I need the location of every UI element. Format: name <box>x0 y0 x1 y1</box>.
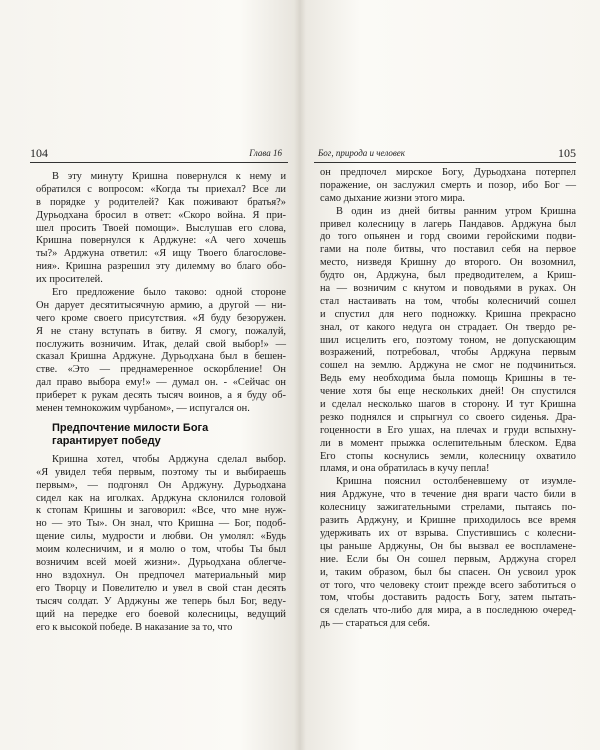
text-line: сказал Кришна Арджуне. Дурьодхана был в бешен- <box>36 351 286 363</box>
text-line: само дыхание жизни этого мира. <box>320 192 465 204</box>
text-line: Кришна пояснил остолбеневшему от изумле- <box>336 476 576 488</box>
text-line: шел просить Твоей помощи». Выслушав его слова, <box>36 222 286 234</box>
text-line: колесницу зажигательными стрелами, пытаясь по- <box>320 502 576 514</box>
text-line: и сделал несколько шагов в сторону. И тут Кришна <box>320 399 576 411</box>
text-line: ли в момент прыжка ослепительным блеском. Едва <box>320 437 576 449</box>
text-line: до того опьянен и горд своими геройскими подви- <box>320 231 576 243</box>
text-line: послужить возничим. Итак, делай свой выбор!» — <box>36 338 286 350</box>
text-line: ние. Если бы Он сошел первым, Арджуна сгорел <box>320 553 576 565</box>
text-line: Я не стану вступать в битву. Я смогу, пожалуй, <box>36 325 286 337</box>
text-line: удерживать их от взрыва. Спустившись с колесни- <box>320 527 576 539</box>
text-line: Ведь ему необходима была помощь Кришны в те- <box>320 373 576 385</box>
text-line: место, низведя Кришну до второго. Он возомнил, <box>320 257 576 269</box>
page-number: 105 <box>558 146 576 160</box>
text-line: резко поднялся и спрыгнул со своего сиденья. Дра- <box>320 411 576 423</box>
text-line: В один из дней битвы ранним утром Кришна <box>336 205 576 217</box>
text-line: к стопам Кришны и заговорил: «Все, что мне нуж- <box>36 505 286 517</box>
text-line: но — это Ты». Он знал, что Кришна — Бог, подоб- <box>36 518 286 530</box>
text-line: сошел на землю. Арджуна не смог не подчиниться. <box>320 360 576 372</box>
text-line: привел колесницу в лагерь Пандавов. Арджуна был <box>320 218 576 230</box>
text-line: он предпочел мирское Богу, Дурьодхана потерпел <box>320 167 576 178</box>
left-page-header <box>30 148 288 163</box>
text-line: стве. «Это — преднамеренное оскорбление! Он <box>36 364 286 376</box>
text-line: менен темнокожим чурбаном», — испугался он. <box>36 403 250 415</box>
text-line: щий на передке его боевой колесницы, ведущий <box>36 608 286 620</box>
text-line: ся сделать что-либо для мира, а в последнюю очеред- <box>320 605 576 617</box>
paragraph <box>36 171 286 287</box>
paragraph <box>320 167 576 206</box>
text-line: Он дарует десятитысячную армию, а другой — ни- <box>36 299 286 311</box>
text-line: сидел как на иголках. Арджуна склонился головой <box>36 492 286 504</box>
text-line: обратился с вопросом: «Когда ты приехал? Все ли <box>36 183 286 195</box>
text-line: на — возничим с кнутом и поводьями в руках. Он <box>320 283 576 295</box>
left-page-text <box>36 171 286 634</box>
text-line: его Творцу и Повелителю и увел в свой стан десять <box>36 582 286 594</box>
heading-line: Предпочтение милости Бога <box>52 421 209 434</box>
text-line: разить Арджуну, и Кришне приходилось все время <box>320 515 576 527</box>
text-line: дь — стараться для себя. <box>320 618 430 630</box>
text-line: Его предложение было таково: одной стороне <box>52 287 286 299</box>
text-line: Кришна хотел, чтобы Арджуна сделал выбор. <box>52 453 286 465</box>
section-heading <box>36 422 286 448</box>
text-line: Его стопы коснулись земли, колесницу охватило <box>320 450 576 462</box>
paragraph <box>36 287 286 416</box>
text-line: их просителей. <box>36 274 103 286</box>
text-line: знал, от какого недуга он страдает. Он твердо ре- <box>320 321 576 333</box>
right-page-text <box>320 167 576 631</box>
text-line: «Я увидел тебя первым, поэтому ты и выбираешь <box>36 466 286 478</box>
text-line: приберет к рукам десять тысяч воинов, а я буду об- <box>36 390 286 402</box>
text-line: шил исцелить его, поэтому тоном, не допускающим <box>320 334 576 346</box>
text-line: возничим всей моей жизни». Дурьодхана облегче- <box>36 557 286 569</box>
text-line: Дурьодхана бросил в ответ: «Скоро война. Я при- <box>36 209 286 221</box>
text-line: Кришна повернулся к Арджуне: «А чего хочешь <box>36 235 286 247</box>
text-line: гами на поле битвы, что поставил себя на первое <box>320 244 576 256</box>
paragraph <box>36 454 286 634</box>
heading-line: гарантирует победу <box>52 434 161 447</box>
text-line: чение хотя бы еще нескольких дней! Он спустился <box>320 386 576 398</box>
text-line: гоценности в Его ушах, на плечах и груди вспыхну- <box>320 424 576 436</box>
paragraph <box>320 476 576 631</box>
running-head: Глава 16 <box>249 148 282 158</box>
text-line: первым», — подгонял Он Арджуну. Дурьодхана <box>36 479 286 491</box>
text-line: от того, что человеку стоит прежде всего заботиться о <box>320 579 576 591</box>
text-line: поражение, он заслужил смерть и позор, ибо Бог — <box>320 179 576 191</box>
running-head: Бог, природа и человек <box>318 148 405 158</box>
text-line: чего кроме своего присутствия. «Я буду безоружен. <box>36 312 286 324</box>
text-line: том, чтобы доставить радость Богу, затем пытать- <box>320 592 576 604</box>
text-line: пламя, и она обратилась в кучу пепла! <box>320 463 490 475</box>
text-line: будто он, Арджуна, был предводителем, а Криш- <box>320 270 576 282</box>
text-line: ты?» Арджуна ответил: «Я ищу Твоего благослове- <box>36 248 286 260</box>
text-line: стал настаивать на том, чтобы колесничий сошел <box>320 295 576 307</box>
page-number: 104 <box>30 146 48 160</box>
right-page-header <box>314 148 576 163</box>
text-line: ния». Кришна разрешил эту дилемму во благо обо- <box>36 261 286 273</box>
text-line: в порядке у родителей? Как поживают братья?» <box>36 196 286 208</box>
text-line: его к высокой победе. В наказание за то, что <box>36 621 233 633</box>
text-line: и спустил для него подножку. Кришна прекрасно <box>320 308 576 320</box>
text-line: тысяч солдат. У Арджуны же теперь был Бог, веду- <box>36 595 286 607</box>
text-line: В эту минуту Кришна повернулся к нему и <box>52 171 286 182</box>
text-line: и, таким образом, был бы спасен. Он усвоил урок <box>320 566 576 578</box>
text-line: щение силы, мудрости и любви. Он умолял: «Будь <box>36 531 286 543</box>
right-page <box>300 0 600 750</box>
text-line: возражений, потребовал, чтобы Арджуна первым <box>320 347 576 359</box>
text-line: нно вздохнул. Он предпочел материальный мир <box>36 569 286 581</box>
paragraph <box>320 206 576 477</box>
text-line: дал право выбора ему!» — думал он. - «Сейчас он <box>36 377 286 389</box>
text-line: цы раньше Арджуны, Он бы вызвал ее воспламене- <box>320 540 576 552</box>
text-line: ния Арджуне, что в течение дня враги часто били в <box>320 489 576 501</box>
text-line: моим колесничим, и я молю о том, чтобы Ты был <box>36 544 286 556</box>
